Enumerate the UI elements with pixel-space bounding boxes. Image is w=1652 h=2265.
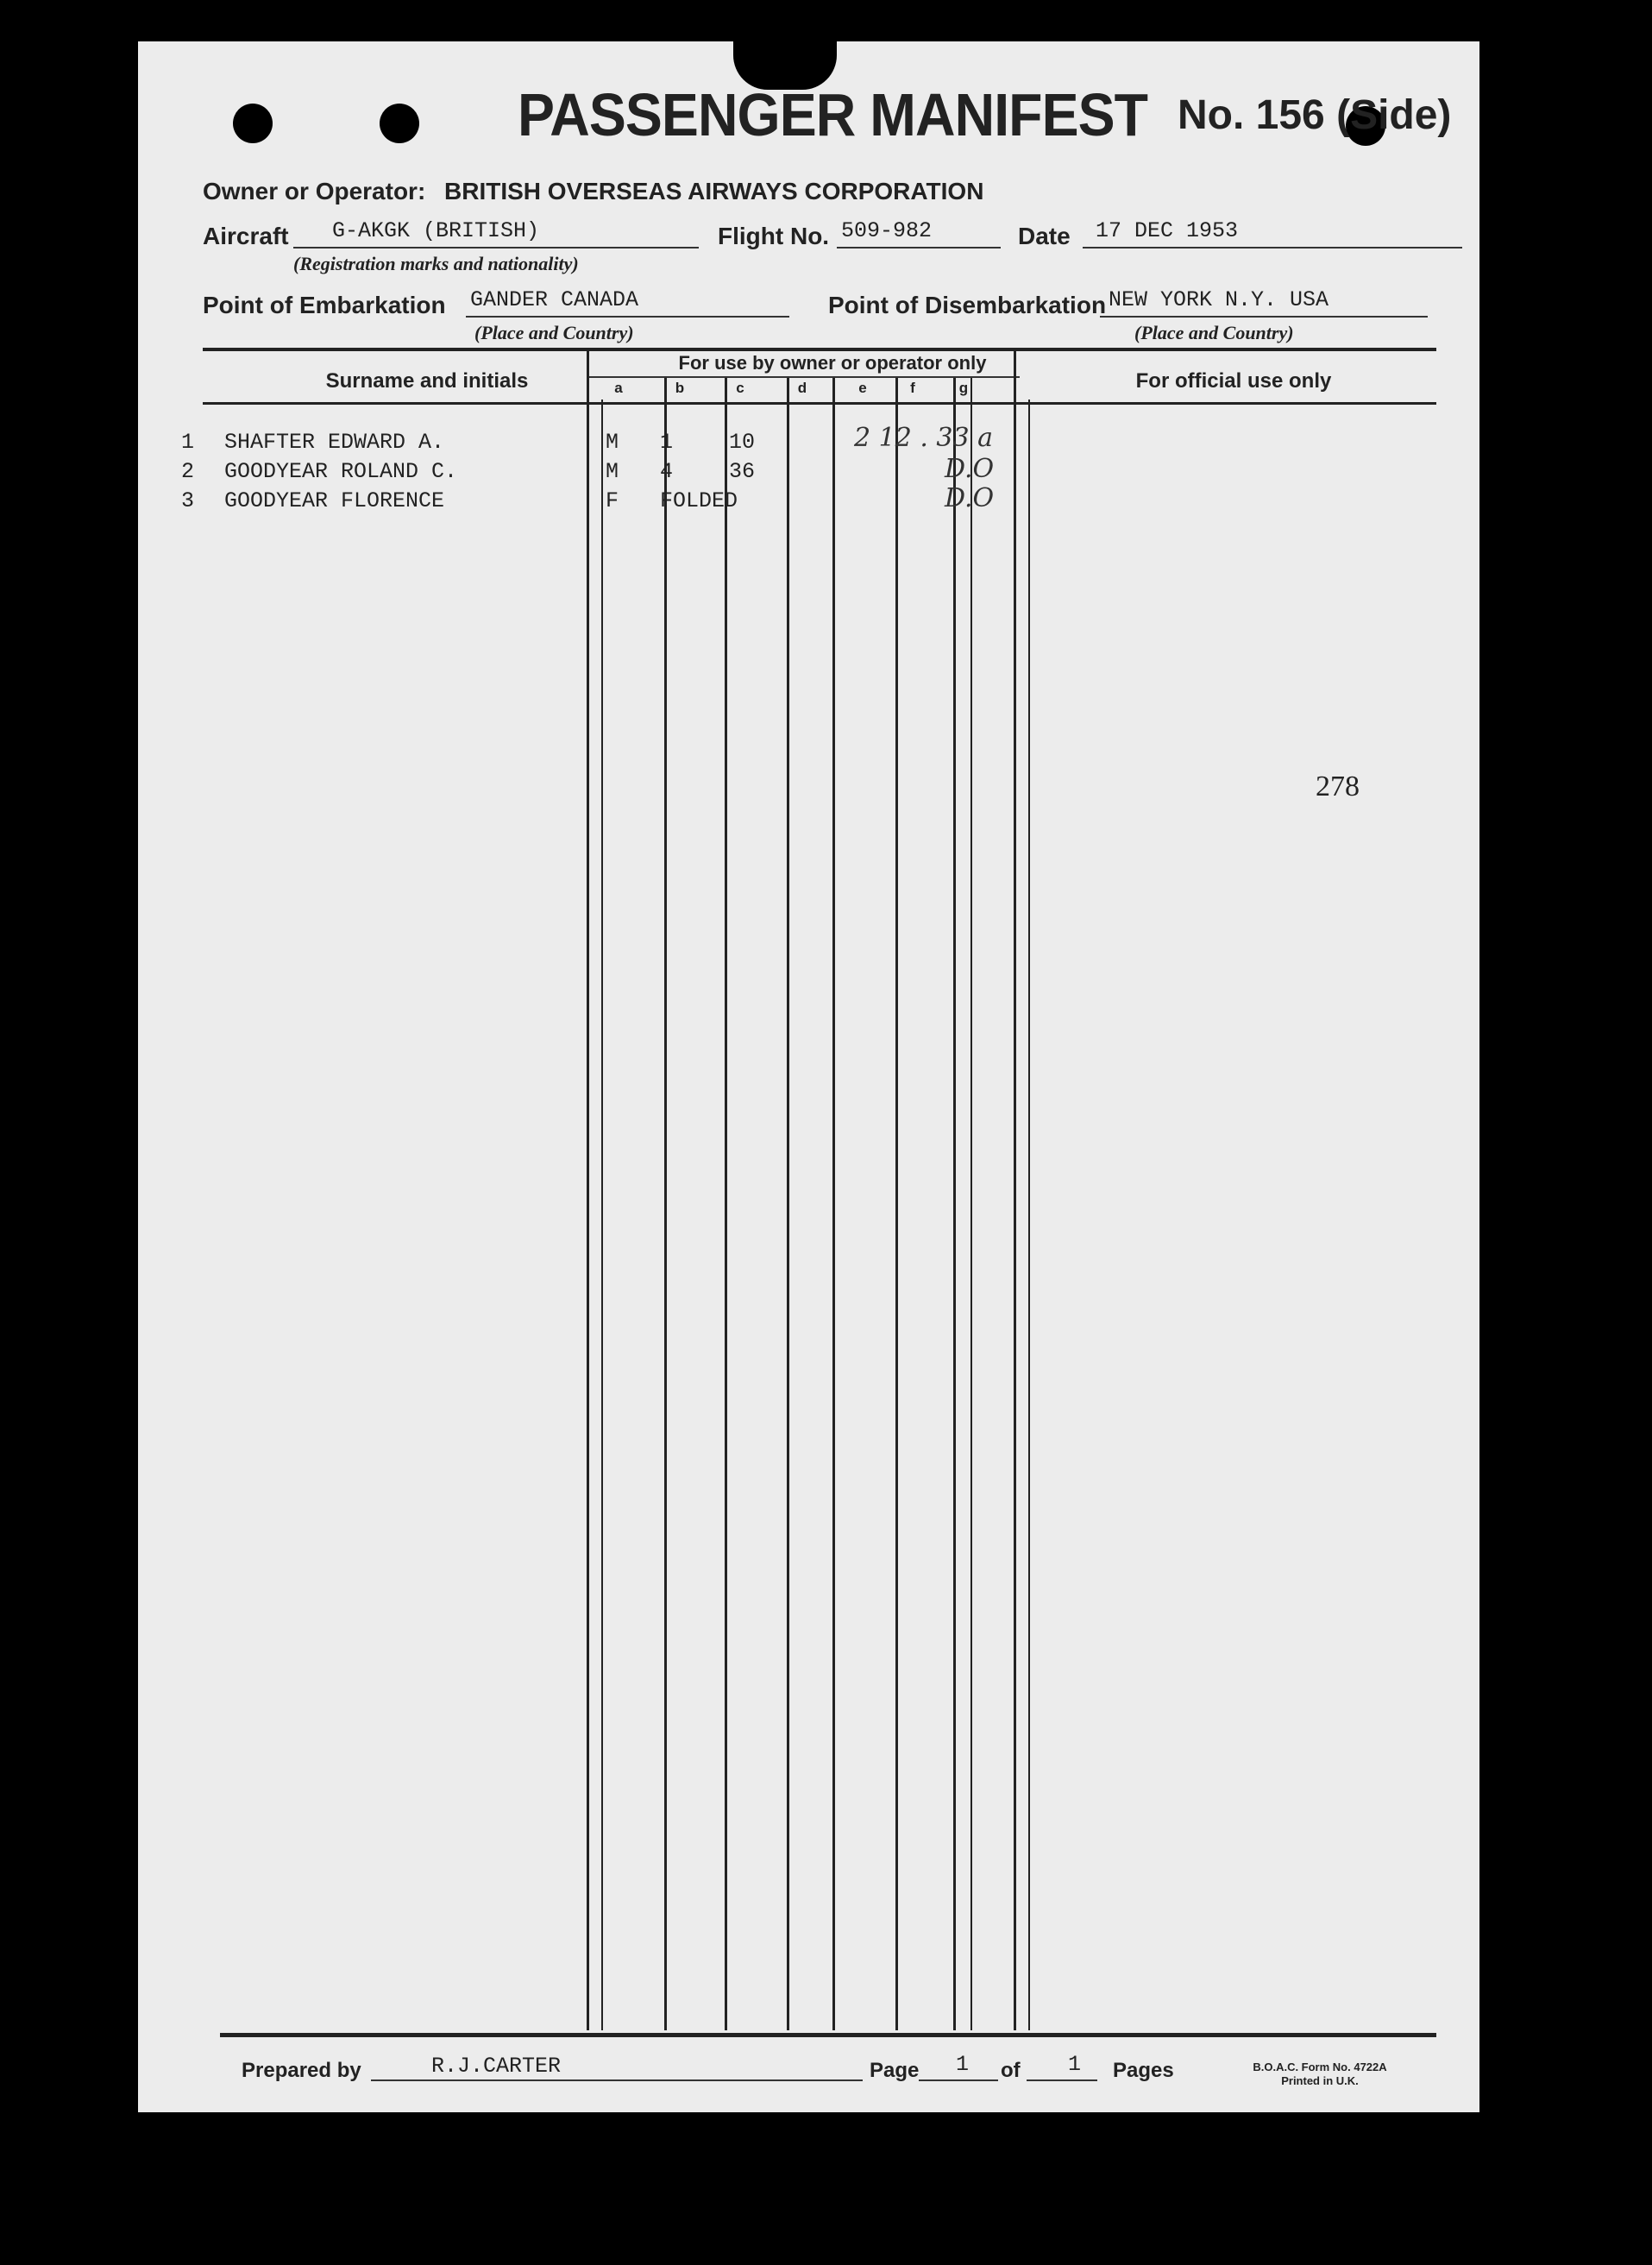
handwritten-note: D.O — [945, 483, 995, 513]
col-divider — [1014, 348, 1016, 2030]
embark-label: Point of Embarkation — [203, 292, 446, 318]
passenger-name: GOODYEAR FLORENCE — [224, 488, 445, 513]
col-surname-header: Surname and initials — [325, 369, 529, 393]
header-bottom-rule — [203, 402, 1436, 405]
col-official-header: For official use only — [1135, 369, 1332, 393]
date-value: 17 DEC 1953 — [1096, 218, 1239, 243]
aircraft-note: (Registration marks and nationality) — [293, 253, 579, 274]
aircraft-value: G-AKGK (BRITISH) — [332, 218, 540, 243]
form-number: B.O.A.C. Form No. 4722A — [1253, 2061, 1387, 2073]
col-divider — [787, 378, 789, 2030]
disembark-value: NEW YORK N.Y. USA — [1109, 287, 1329, 312]
col-divider — [664, 378, 667, 2030]
col-divider — [587, 348, 589, 2030]
col-divider — [725, 378, 727, 2030]
printed-in: Printed in U.K. — [1281, 2074, 1359, 2087]
table-top-rule — [203, 348, 1436, 351]
subcol-b: b — [675, 380, 685, 396]
of-label: of — [1001, 2059, 1021, 2082]
manifest-page — [138, 41, 1479, 2112]
col-divider — [895, 378, 898, 2030]
page-value: 1 — [956, 2052, 970, 2077]
punch-hole-icon — [380, 104, 419, 143]
prepared-underline — [371, 2079, 863, 2081]
col-b-value: 1 — [660, 430, 674, 455]
disembark-underline — [1100, 316, 1428, 318]
pages-label: Pages — [1113, 2059, 1174, 2082]
col-b-value: FOLDED — [660, 488, 738, 513]
col-owner-header: For use by owner or operator only — [678, 352, 987, 374]
col-a-value: M — [606, 430, 619, 455]
col-divider — [1028, 400, 1030, 2030]
embark-value: GANDER CANADA — [470, 287, 639, 312]
col-c-value: 36 — [729, 459, 756, 484]
col-a-value: F — [606, 488, 619, 513]
disembark-note: (Place and Country) — [1134, 322, 1294, 343]
passenger-name: GOODYEAR ROLAND C. — [224, 459, 458, 484]
date-underline — [1083, 247, 1462, 249]
col-divider — [953, 378, 956, 2030]
subcol-f: f — [910, 380, 915, 396]
flight-underline — [837, 247, 1001, 249]
subcol-c: c — [736, 380, 744, 396]
embark-note: (Place and Country) — [474, 322, 634, 343]
punch-hole-icon — [233, 104, 273, 143]
col-a-value: M — [606, 459, 619, 484]
page-underline — [919, 2079, 998, 2081]
row-number: 3 — [181, 488, 195, 513]
manifest-number: No. 156 (Side) — [1178, 92, 1452, 138]
form-note — [1234, 2061, 1406, 2088]
handwritten-note: D.O — [945, 454, 995, 484]
owner-value: BRITISH OVERSEAS AIRWAYS CORPORATION — [444, 178, 984, 204]
row-number: 2 — [181, 459, 195, 484]
col-divider — [832, 378, 835, 2030]
pages-value: 1 — [1068, 2052, 1082, 2077]
date-label: Date — [1018, 223, 1071, 249]
subcol-e: e — [858, 380, 867, 396]
col-c-value: 10 — [729, 430, 756, 455]
owner-label: Owner or Operator: — [203, 178, 426, 204]
manifest-title: PASSENGER MANIFEST — [518, 81, 1148, 148]
subcol-a: a — [614, 380, 623, 396]
page-label: Page — [870, 2059, 920, 2082]
subcol-g: g — [958, 380, 969, 396]
col-divider — [970, 378, 972, 2030]
disembark-label: Point of Disembarkation — [828, 292, 1107, 318]
flight-label: Flight No. — [718, 223, 830, 249]
footer-rule — [220, 2033, 1436, 2037]
aircraft-underline — [293, 247, 699, 249]
prepared-value: R.J.CARTER — [431, 2054, 562, 2079]
flight-value: 509-982 — [841, 218, 933, 243]
prepared-label: Prepared by — [242, 2059, 361, 2082]
side-number: 278 — [1316, 771, 1360, 802]
row-number: 1 — [181, 430, 195, 455]
handwritten-note: 2 12 . 33 a — [854, 423, 994, 453]
pages-underline — [1027, 2079, 1097, 2081]
col-divider — [601, 400, 603, 2030]
subcol-d: d — [797, 380, 807, 396]
passenger-name: SHAFTER EDWARD A. — [224, 430, 445, 455]
embark-underline — [466, 316, 789, 318]
aircraft-label: Aircraft — [203, 223, 289, 249]
col-b-value: 4 — [660, 459, 674, 484]
